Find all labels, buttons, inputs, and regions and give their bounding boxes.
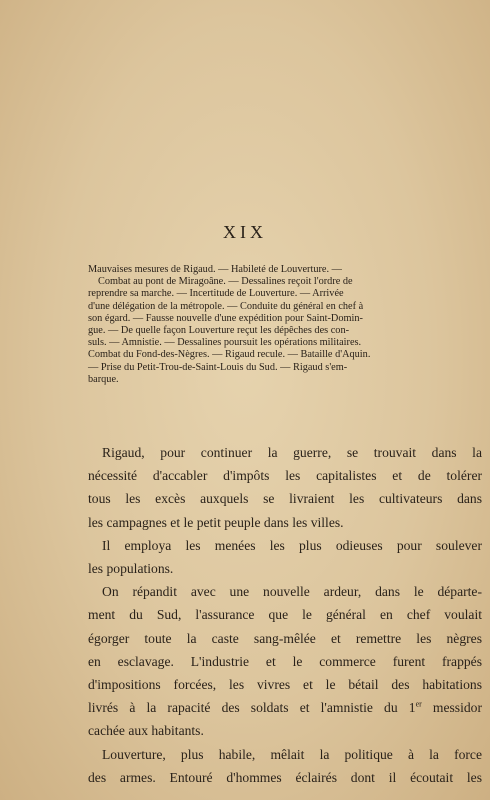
body-line: les populations. (88, 561, 174, 577)
body-line-with-superscript (88, 696, 482, 719)
body-line: les campagnes et le petit peuple dans les villes. (88, 514, 344, 530)
summary-line: d'une délégation de la métropole. — Conduite du général en chef à (88, 300, 364, 312)
chapter-number: XIX (223, 222, 267, 242)
summary-line: Combat au pont de Miragoâne. — Dessalines reçoit l'ordre de (98, 276, 353, 288)
body-line: tous les excès auxquels se livraient les cultivateurs dans (88, 491, 482, 507)
body-line: nécessité d'accabler d'impôts les capitalistes et de tolérer (88, 468, 482, 484)
body-line: égorger toute la caste sang-mêlée et remettre les nègres (88, 630, 482, 646)
summary-line: barque. (88, 373, 119, 385)
summary-line: — Prise du Petit-Trou-de-Saint-Louis du Sud. — Rigaud s'em- (88, 361, 348, 373)
body-line: Il employa les menées les plus odieuses pour soulever (102, 537, 482, 553)
body-line: On répandit avec une nouvelle ardeur, dans le départe- (102, 584, 482, 600)
body-line: Louverture, plus habile, mêlait la politique à la force (102, 746, 482, 762)
superscript: er (415, 699, 422, 709)
summary-line: reprendre sa marche. — Incertitude de Louverture. — Arrivée (88, 288, 344, 300)
body-line: des armes. Entouré d'hommes éclairés dont il écoutait les (88, 769, 482, 785)
body-line-text: messidor (421, 700, 482, 716)
body-line: d'impositions forcées, les vivres et le bétail des habitations (88, 677, 482, 693)
summary-line: son égard. — Fausse nouvelle d'une expédition pour Saint-Domin- (88, 312, 363, 324)
body-line: ment du Sud, l'assurance que le général en chef voulait (88, 607, 482, 623)
body-line: Rigaud, pour continuer la guerre, se trouvait dans la (102, 445, 482, 460)
body-line: cachée aux habitants. (88, 723, 204, 739)
summary-line: Mauvaises mesures de Rigaud. — Habileté de Louverture. — (88, 264, 342, 275)
body-line: en esclavage. L'industrie et le commerce furent frappés (88, 653, 482, 669)
body-line-text: livrés à la rapacité des soldats et l'amnistie du 1 (88, 700, 416, 716)
chapter-summary (88, 264, 482, 386)
summary-line: gue. — De quelle façon Louverture reçut les dépêches des con- (88, 325, 350, 337)
summary-line: Combat du Fond-des-Nègres. — Rigaud recule. — Bataille d'Aquin. (88, 349, 371, 361)
summary-line: suls. — Amnistie. — Dessalines poursuit les opérations militaires. (88, 337, 362, 349)
body-text (88, 441, 482, 789)
